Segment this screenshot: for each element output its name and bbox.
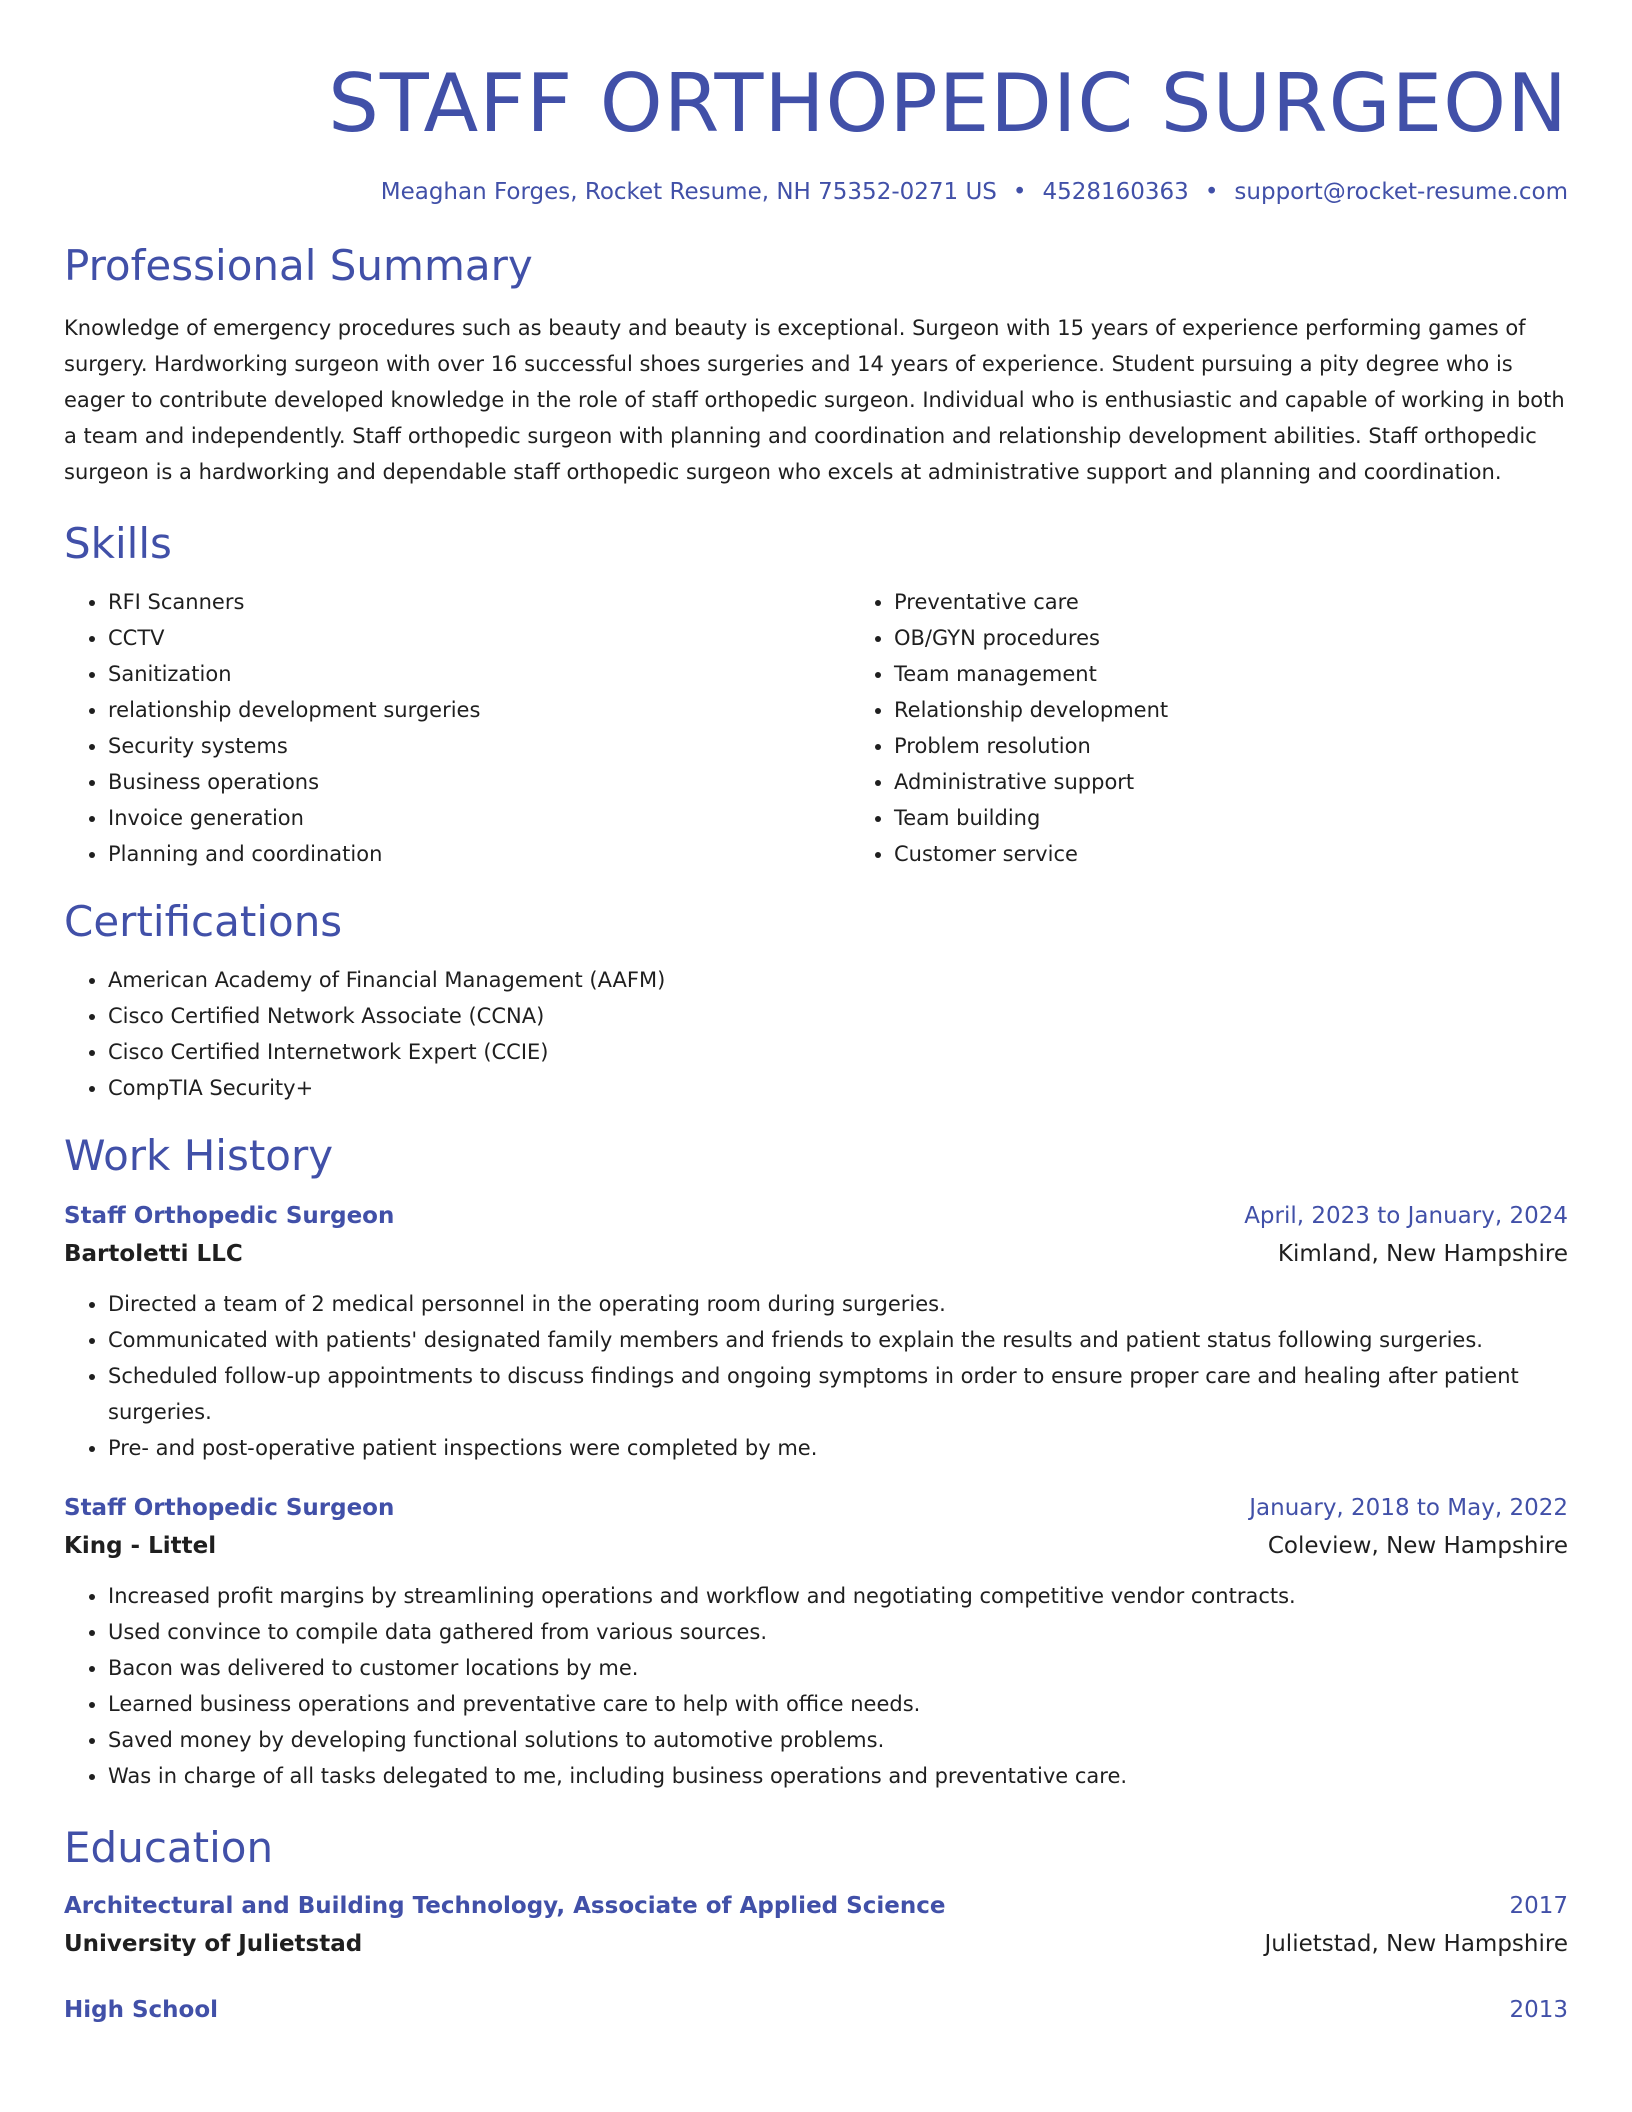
certification-item: • CompTIA Security+ — [108, 1070, 1568, 1106]
education-year: 2013 — [1509, 1997, 1568, 2023]
skill-item: • Security systems — [108, 728, 850, 764]
job-entry — [64, 1198, 1568, 1466]
skill-item: • OB/GYN procedures — [894, 620, 1632, 656]
job-bullet: • Pre- and post-operative patient inspections were completed by me. — [108, 1430, 1568, 1466]
contact-phone: 4528160363 — [1042, 179, 1189, 205]
certifications-list — [64, 962, 1568, 1106]
job-company: King - Littel — [64, 1533, 217, 1559]
education-degree: High School — [64, 1997, 219, 2023]
education-heading: Education — [64, 1823, 274, 1872]
skill-item: • Team building — [894, 800, 1632, 836]
education-school: University of Julietstad — [64, 1931, 363, 1957]
skill-item: • Preventative care — [894, 584, 1632, 620]
skill-item: • Relationship development — [894, 692, 1632, 728]
job-bullet: • Bacon was delivered to customer locations by me. — [108, 1650, 1568, 1686]
skill-item: • Business operations — [108, 764, 850, 800]
job-role: Staff Orthopedic Surgeon — [64, 1203, 395, 1229]
job-bullet: • Communicated with patients' designated family members and friends to explain the results and patient status following surgeries. — [108, 1322, 1568, 1358]
job-bullet: • Increased profit margins by streamlining operations and workflow and negotiating competitive vendor contracts. — [108, 1578, 1568, 1614]
skill-item: • CCTV — [108, 620, 850, 656]
contact-separator: • — [1012, 179, 1027, 205]
education-degree: Architectural and Building Technology, Associate of Applied Science — [64, 1893, 946, 1919]
education-year: 2017 — [1509, 1893, 1568, 1919]
contact-line — [64, 176, 1568, 208]
work-history-section — [64, 1130, 1568, 1794]
skill-item: • Team management — [894, 656, 1632, 692]
certifications-heading: Certifications — [64, 897, 343, 946]
skill-item: • Customer service — [894, 836, 1632, 872]
summary-section — [64, 240, 1568, 490]
skill-item: • RFI Scanners — [108, 584, 850, 620]
contact-address: Meaghan Forges, Rocket Resume, NH 75352-0271 US — [380, 179, 997, 205]
education-entry — [64, 1992, 1568, 2028]
contact-email[interactable]: support@rocket-resume.com — [1234, 179, 1568, 205]
job-bullets — [64, 1578, 1568, 1794]
job-dates: January, 2018 to May, 2022 — [1249, 1495, 1568, 1521]
job-bullet: • Used convince to compile data gathered from various sources. — [108, 1614, 1568, 1650]
education-entry — [64, 1888, 1568, 1964]
skill-item: • Administrative support — [894, 764, 1632, 800]
job-dates: April, 2023 to January, 2024 — [1244, 1203, 1568, 1229]
skill-item: • Problem resolution — [894, 728, 1632, 764]
certification-item: • American Academy of Financial Management (AAFM) — [108, 962, 1568, 998]
certification-item: • Cisco Certified Internetwork Expert (CCIE) — [108, 1034, 1568, 1070]
job-entry — [64, 1490, 1568, 1794]
job-location: Coleview, New Hampshire — [1267, 1533, 1568, 1559]
summary-text: Knowledge of emergency procedures such as beauty and beauty is exceptional. Surgeon with 15 years of experience performing games of surgery. Hardworking surgeon with over 16 successful shoes surgeries and 14 years of experience. Student pursuing a pity degree who is eager to contribute developed knowledge in the role of staff orthopedic surgeon. Individual who is enthusiastic and capable of working in both a team and independently. Staff orthopedic surgeon with planning and coordination and relationship development abilities. Staff orthopedic surgeon is a hardworking and dependable staff orthopedic surgeon who excels at administrative support and planning and coordination. — [64, 316, 1565, 484]
summary-heading: Professional Summary — [64, 241, 533, 290]
job-bullet: • Learned business operations and preventative care to help with office needs. — [108, 1686, 1568, 1722]
education-location: Julietstad, New Hampshire — [1264, 1931, 1568, 1957]
skills-list-right — [850, 584, 1632, 872]
skill-item: • relationship development surgeries — [108, 692, 850, 728]
skills-grid — [64, 584, 1568, 872]
job-location: Kimland, New Hampshire — [1277, 1241, 1568, 1267]
job-company: Bartoletti LLC — [64, 1241, 243, 1267]
job-bullets — [64, 1286, 1568, 1466]
job-bullet: • Saved money by developing functional solutions to automotive problems. — [108, 1722, 1568, 1758]
education-section — [64, 1822, 1568, 2028]
skills-list-left — [64, 584, 850, 872]
work-history-heading: Work History — [64, 1131, 334, 1180]
job-role: Staff Orthopedic Surgeon — [64, 1495, 395, 1521]
skill-item: • Invoice generation — [108, 800, 850, 836]
skill-item: • Planning and coordination — [108, 836, 850, 872]
certifications-section — [64, 896, 1568, 1106]
skills-section — [64, 518, 1568, 872]
skill-item: • Sanitization — [108, 656, 850, 692]
contact-separator: • — [1204, 179, 1219, 205]
skills-heading: Skills — [64, 519, 172, 568]
page-title: STAFF ORTHOPEDIC SURGEON — [328, 57, 1568, 150]
job-bullet: • Scheduled follow-up appointments to discuss findings and ongoing symptoms in order to ensure proper care and healing after patient surgeries. — [108, 1358, 1568, 1430]
job-bullet: • Was in charge of all tasks delegated to me, including business operations and preventative care. — [108, 1758, 1568, 1794]
certification-item: • Cisco Certified Network Associate (CCNA) — [108, 998, 1568, 1034]
job-bullet: • Directed a team of 2 medical personnel in the operating room during surgeries. — [108, 1286, 1568, 1322]
